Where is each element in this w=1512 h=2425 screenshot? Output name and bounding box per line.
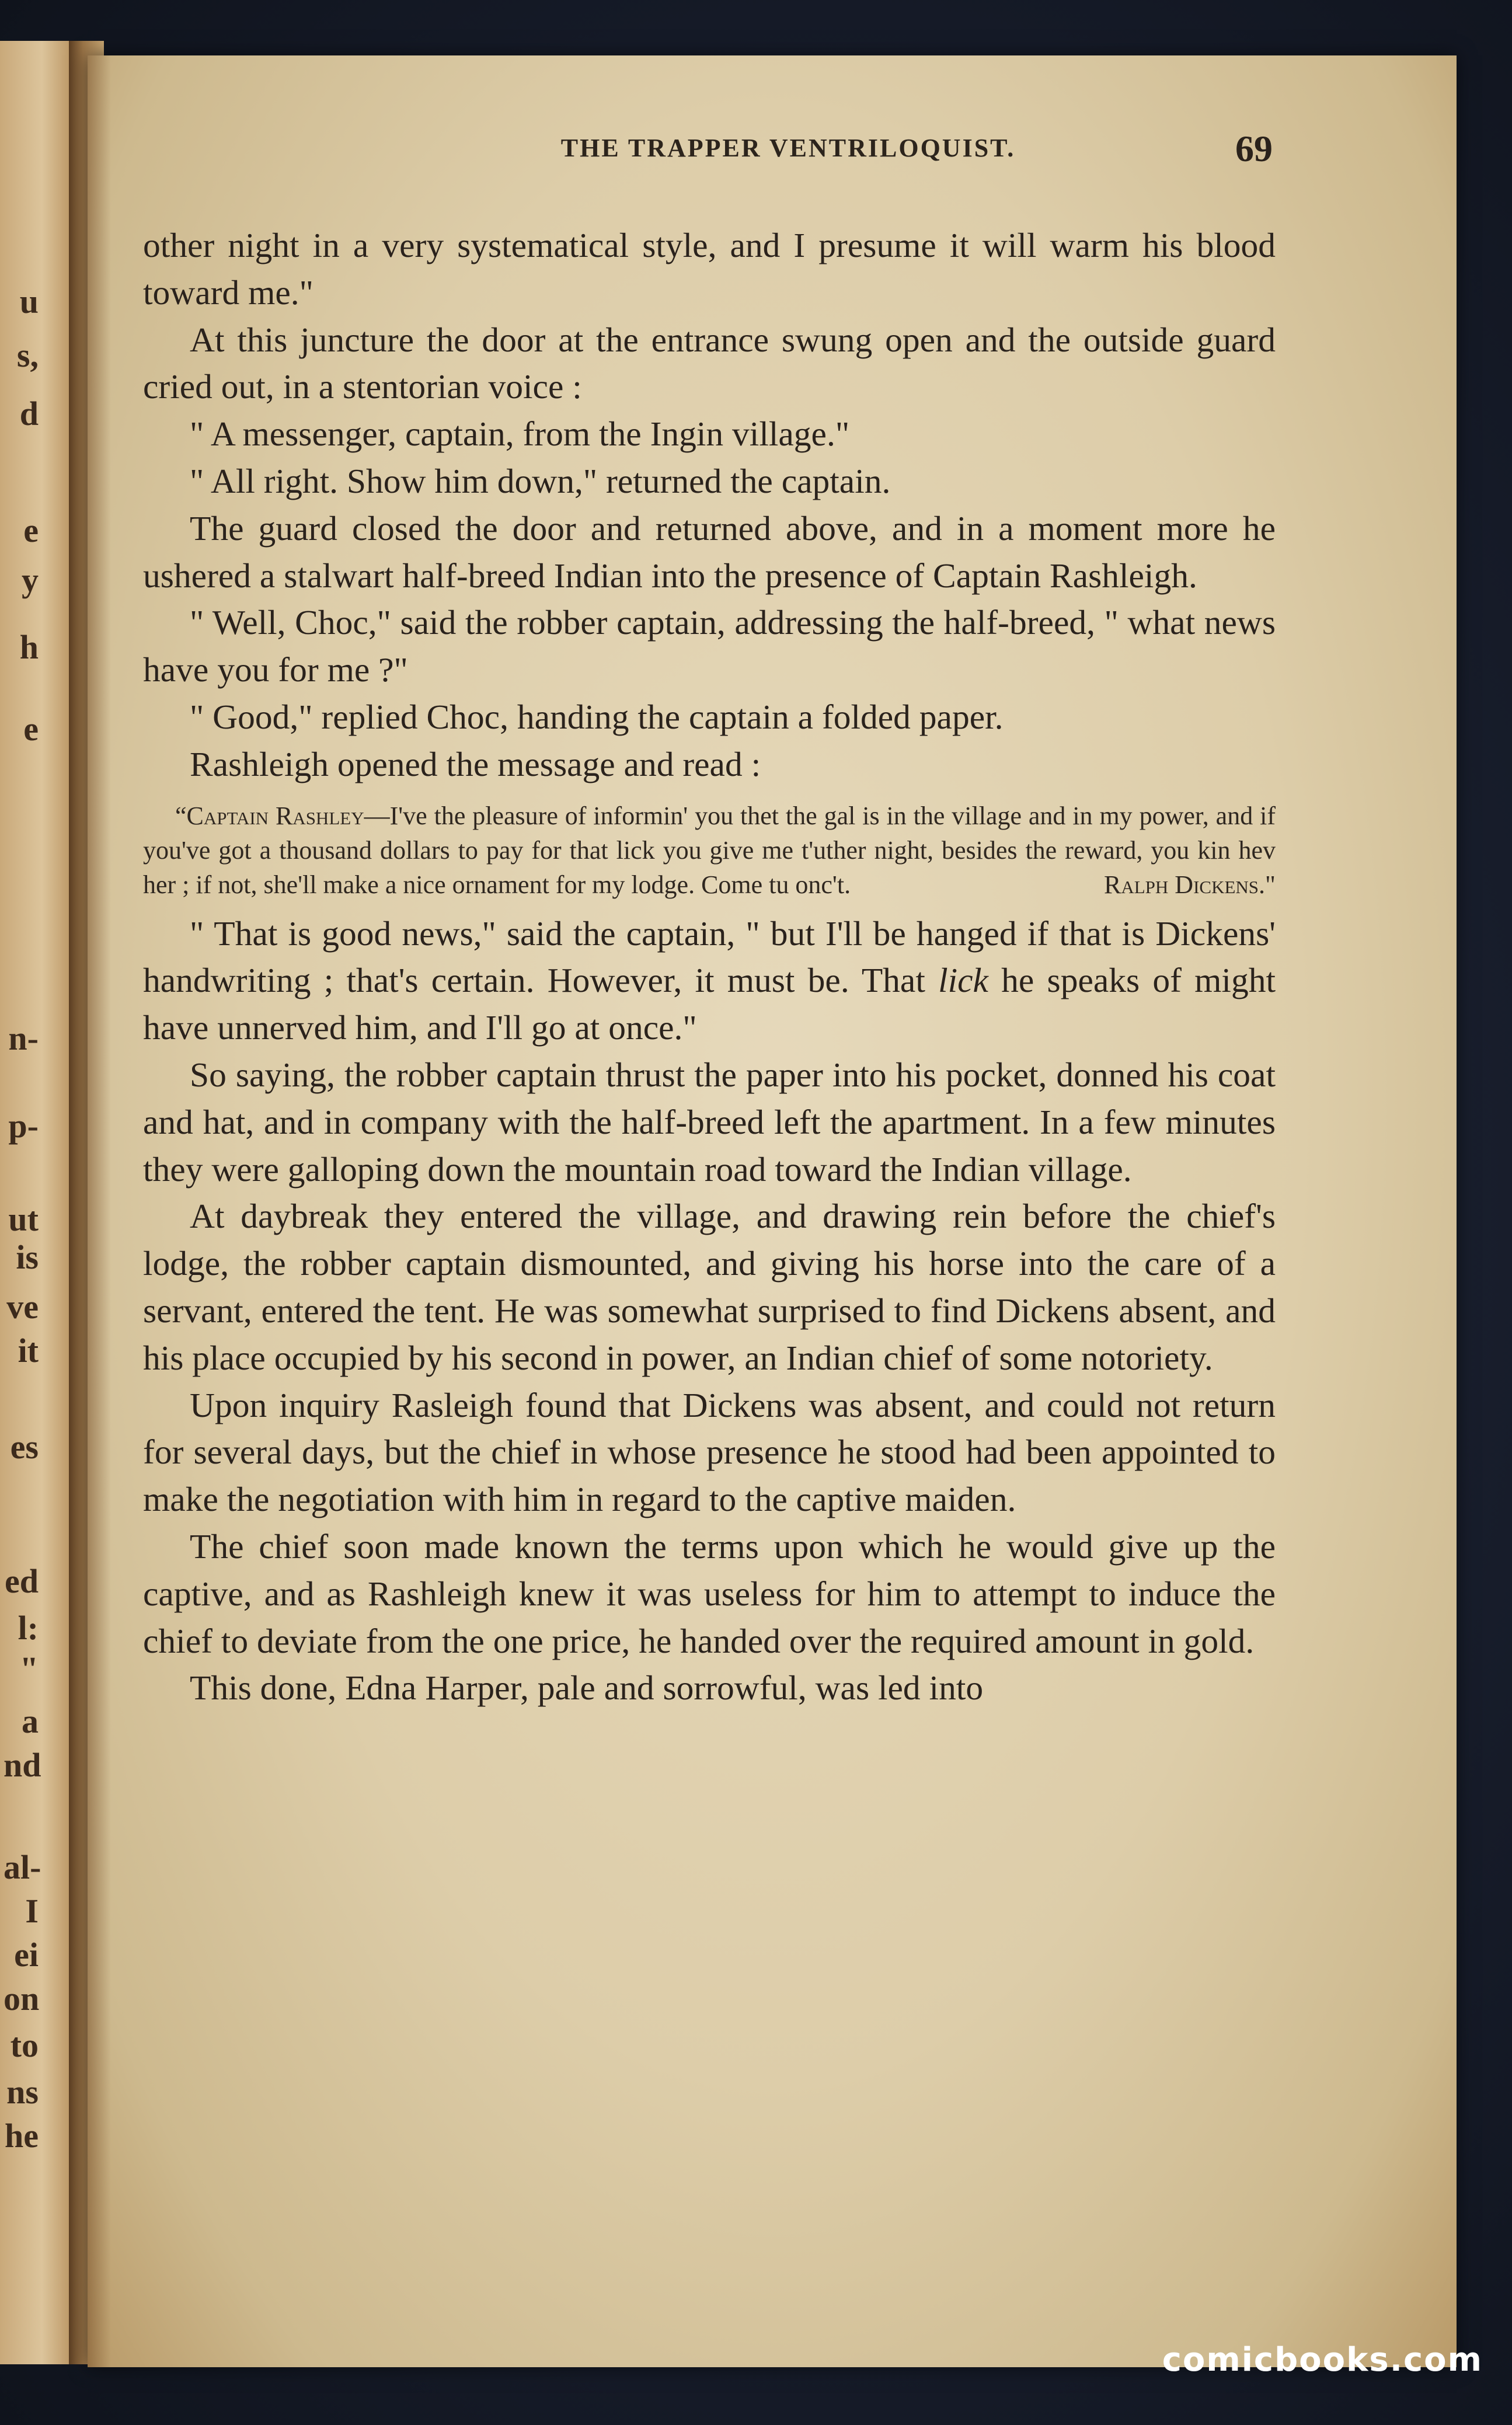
fragment-text: it bbox=[18, 1332, 39, 1370]
fragment-text: ed bbox=[5, 1562, 39, 1600]
paragraph bbox=[143, 910, 1276, 1051]
fragment-text: e bbox=[23, 511, 39, 549]
left-page-fragment bbox=[0, 41, 76, 2364]
fragment-text: y bbox=[22, 561, 39, 599]
fragment-text: I bbox=[25, 1892, 39, 1930]
letter-salutation: Captain Rashley bbox=[186, 801, 364, 830]
fragment-text: es bbox=[10, 1428, 39, 1466]
paragraph: other night in a very systematical style, and I presume it will warm his blood toward me." bbox=[143, 226, 1276, 312]
paragraph: The chief soon made known the terms upon which he would give up the captive, and as Rashleigh knew it was useless for him to attempt to induce the chief to deviate from the one price, he handed over the required amount in gold. bbox=[143, 1527, 1276, 1660]
page-edge-shadow bbox=[88, 55, 111, 2367]
fragment-text: on bbox=[4, 1980, 40, 2018]
fragment-text: to bbox=[10, 2026, 39, 2064]
fragment-text: ve bbox=[6, 1288, 39, 1326]
fragment-text: n- bbox=[8, 1019, 39, 1057]
paragraph: " A messenger, captain, from the Ingin village." bbox=[190, 414, 850, 454]
fragment-text: is bbox=[16, 1238, 39, 1276]
fragment-text: d bbox=[19, 395, 39, 433]
fragment-text: s, bbox=[16, 336, 39, 374]
paragraph: The guard closed the door and returned above, and in a moment more he ushered a stalwart half-breed Indian into the presence of Captain Rashleigh. bbox=[143, 508, 1276, 595]
fragment-text: al- bbox=[4, 1848, 41, 1886]
paragraph: " Well, Choc," said the robber captain, addressing the half-breed, " what news have you for me ?" bbox=[143, 603, 1276, 689]
fragment-text: h bbox=[19, 628, 39, 666]
paragraph: So saying, the robber captain thrust the paper into his pocket, donned his coat and hat, and in company with the half-breed left the apartment. In a few minutes they were galloping down the mountain road toward the Indian village. bbox=[143, 1055, 1276, 1189]
page-number: 69 bbox=[1235, 128, 1273, 169]
paragraph: " Good," replied Choc, handing the captain a folded paper. bbox=[190, 697, 1004, 736]
running-head: THE TRAPPER VENTRILOQUIST. bbox=[560, 134, 1016, 162]
paragraph: This done, Edna Harper, pale and sorrowful, was led into bbox=[190, 1668, 984, 1708]
fragment-text: l: bbox=[18, 1609, 39, 1647]
fragment-text: " bbox=[19, 1650, 39, 1688]
paragraph-text: he speaks of might have unnerved him, and I'll go at once." bbox=[143, 961, 1276, 1047]
fragment-text: a bbox=[22, 1702, 39, 1740]
paragraph-text: " That is good news," said the captain, " but I'll be hanged if that is Dickens' handwriting ; that's certain. However, it must be. That bbox=[143, 914, 1276, 1000]
paragraph: Rashleigh opened the message and read : bbox=[190, 744, 761, 783]
fragment-text: he bbox=[5, 2117, 39, 2155]
paragraph: At this juncture the door at the entrance swung open and the outside guard cried out, in a stentorian voice : bbox=[143, 320, 1276, 406]
fragment-text: ei bbox=[14, 1936, 39, 1974]
italic-word: lick bbox=[938, 961, 988, 1000]
letter-text: —I've the pleasure of informin' you thet the gal is in the village and in my power, and if you've got a thousand dollars to pay for that lick you give me t'uther night, besides the reward, you kin hev her ; if not, she'll make a nice ornament for my lodge. Come tu onc't. bbox=[143, 801, 1276, 899]
watermark: comicbooks.com bbox=[1162, 2341, 1483, 2379]
fragment-text: ns bbox=[6, 2073, 39, 2111]
fragment-text: nd bbox=[4, 1746, 41, 1784]
quoted-letter: “Captain Rashley—I've the pleasure of informin' you thet the gal is in the village and in my power, and if you've got a thousand dollars to pay for that lick you give me t'uther night, besides the reward, you kin hev her ; if not, she'll make a nice ornament for my lodge. Come tu onc't. Ralph Dickens." bbox=[143, 799, 1276, 902]
body-text bbox=[143, 222, 1276, 1712]
fragment-text: e bbox=[23, 710, 39, 748]
paragraph: At daybreak they entered the village, and drawing rein before the chief's lodge, the robber captain dismounted, and giving his horse into the care of a servant, entered the tent. He was somewhat surprised to find Dickens absent, and his place occupied by his second in power, an Indian chief of some notoriety. bbox=[143, 1197, 1276, 1377]
letter-signature: Ralph Dickens." bbox=[1104, 870, 1276, 899]
fragment-text: ut bbox=[8, 1200, 39, 1238]
fragment-text: u bbox=[19, 283, 39, 320]
paragraph: " All right. Show him down," returned the captain. bbox=[190, 461, 891, 500]
paragraph: Upon inquiry Rasleigh found that Dickens was absent, and could not return for several days, but the chief in whose presence he stood had been appointed to make the negotiation with him in regard to the captive maiden. bbox=[143, 1385, 1276, 1519]
fragment-text: p- bbox=[8, 1107, 39, 1145]
